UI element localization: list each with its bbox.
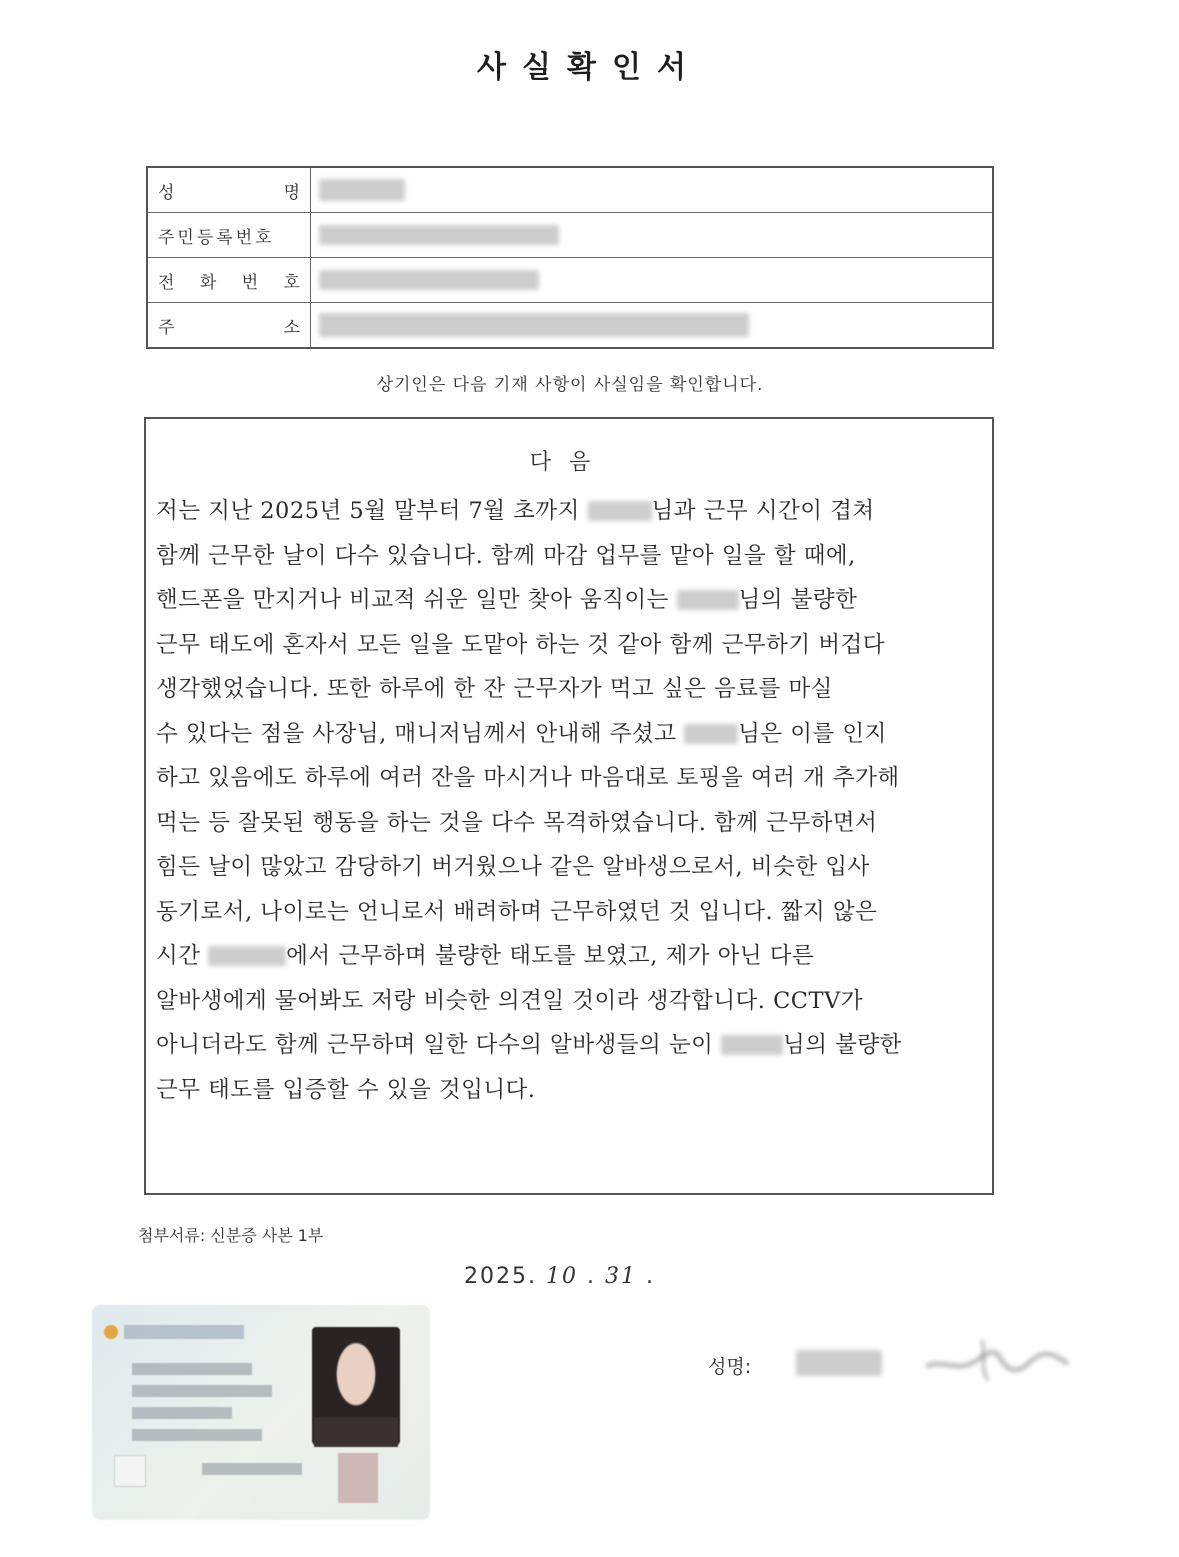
statement-line bbox=[156, 489, 986, 534]
label-phone bbox=[148, 258, 311, 302]
statement-line bbox=[156, 712, 986, 757]
label-char: 성 bbox=[158, 182, 175, 203]
statement-text: 하고 있음에도 하루에 여러 잔을 마시거나 마음대로 토핑을 여러 개 추가해 bbox=[156, 765, 900, 791]
label-address bbox=[148, 303, 311, 347]
date-separator: . bbox=[586, 1264, 596, 1289]
label-char: 번 bbox=[241, 272, 259, 293]
value-resident-number bbox=[311, 213, 992, 257]
statement-text: 함께 근무한 날이 다수 있습니다. 함께 마감 업무를 맡아 일을 할 때에, bbox=[156, 542, 856, 569]
statement-text: 저는 지난 2025년 5월 말부터 7월 초까지 bbox=[156, 498, 588, 524]
statement-line bbox=[156, 845, 986, 890]
id-card-hologram-photo bbox=[338, 1453, 378, 1503]
info-row-address bbox=[148, 303, 992, 347]
statement-line bbox=[156, 756, 986, 801]
statement-line bbox=[156, 1068, 986, 1113]
statement-text: 핸드폰을 만지거나 비교적 쉬운 일만 찾아 움직이는 bbox=[156, 587, 677, 613]
date-day: 31 bbox=[604, 1264, 637, 1289]
statement-text: 생각했었습니다. 또한 하루에 한 잔 근무자가 먹고 싶은 음료를 마실 bbox=[156, 676, 833, 702]
confirmation-statement: 상기인은 다음 기재 사항이 사실임을 확인합니다. bbox=[376, 375, 764, 395]
label-char: 소 bbox=[283, 317, 300, 338]
label-resident-number: 주민등록번호 bbox=[148, 213, 311, 257]
id-card-copy bbox=[92, 1305, 430, 1520]
id-card-text-line bbox=[132, 1363, 252, 1375]
label-char: 화 bbox=[199, 272, 217, 293]
label-char: 호 bbox=[283, 272, 300, 293]
redacted-name bbox=[677, 590, 739, 610]
redacted-name bbox=[721, 1035, 783, 1055]
date-end: . bbox=[645, 1264, 655, 1289]
statement-text: 시간 bbox=[156, 943, 209, 969]
statement-text: 님의 불량한 bbox=[738, 587, 858, 613]
redacted-phone bbox=[319, 270, 539, 290]
statement-line bbox=[156, 801, 986, 846]
id-card-text-line bbox=[132, 1385, 272, 1397]
statement-line bbox=[156, 934, 986, 979]
document-title: 사실확인서 bbox=[477, 50, 702, 85]
attachment-note: 첨부서류: 신분증 사본 1부 bbox=[138, 1226, 324, 1245]
document-date bbox=[464, 1264, 655, 1289]
statement-line bbox=[156, 1023, 986, 1068]
id-card-header-band bbox=[124, 1325, 244, 1339]
signature-label: 성명: bbox=[708, 1356, 752, 1378]
date-year: 2025. bbox=[464, 1264, 537, 1289]
redacted-name bbox=[588, 501, 652, 521]
id-card-photo-body bbox=[314, 1417, 398, 1447]
redacted-resident-number bbox=[319, 225, 559, 245]
label-name bbox=[148, 168, 311, 212]
statement-text: 수 있다는 점을 사장님, 매니저님께서 안내해 주셨고 bbox=[156, 720, 685, 747]
redacted-name bbox=[208, 946, 286, 966]
statement-line bbox=[156, 890, 986, 935]
redacted-address bbox=[319, 313, 749, 337]
label-char: 전 bbox=[158, 272, 175, 293]
statement-text: 아니더라도 함께 근무하며 일한 다수의 알바생들의 눈이 bbox=[156, 1032, 721, 1058]
personal-info-table bbox=[146, 166, 994, 349]
statement-heading: 다음 bbox=[529, 450, 609, 475]
redacted-name bbox=[684, 724, 738, 744]
statement-text: 알바생에게 물어봐도 저랑 비슷한 의견일 것이라 생각합니다. CCTV가 bbox=[156, 987, 864, 1014]
statement-line bbox=[156, 667, 986, 712]
handwritten-statement bbox=[156, 489, 986, 1112]
info-row-name bbox=[148, 168, 992, 213]
signature-scribble-icon bbox=[922, 1334, 1072, 1386]
id-card-qr-icon bbox=[114, 1455, 146, 1487]
statement-text: 근무 태도에 혼자서 모든 일을 도맡아 하는 것 같아 함께 근무하기 버겁다 bbox=[156, 631, 885, 658]
value-address bbox=[311, 303, 992, 347]
statement-text: 님과 근무 시간이 겹쳐 bbox=[651, 498, 875, 524]
statement-text: 먹는 등 잘못된 행동을 하는 것을 다수 목격하였습니다. 함께 근무하면서 bbox=[156, 809, 878, 836]
statement-text: 힘든 날이 많았고 감당하기 버거웠으나 같은 알바생으로서, 비슷한 입사 bbox=[156, 854, 870, 880]
id-card-text-line bbox=[132, 1407, 232, 1419]
statement-text: 동기로서, 나이로는 언니로서 배려하며 근무하였던 것 입니다. 짧지 않은 bbox=[156, 898, 878, 925]
value-phone bbox=[311, 258, 992, 302]
redacted-name bbox=[319, 179, 405, 201]
statement-text: 근무 태도를 입증할 수 있을 것입니다. bbox=[156, 1076, 536, 1103]
statement-line bbox=[156, 534, 986, 579]
redacted-signer-name bbox=[796, 1350, 882, 1376]
statement-text: 에서 근무하며 불량한 태도를 보였고, 제가 아닌 다른 bbox=[286, 943, 815, 969]
id-card-logo-icon bbox=[104, 1325, 118, 1339]
id-card-text-line bbox=[202, 1463, 302, 1475]
date-month: 10 bbox=[545, 1264, 578, 1289]
info-row-resident-number bbox=[148, 213, 992, 258]
label-char: 명 bbox=[283, 182, 300, 203]
statement-box bbox=[144, 417, 994, 1195]
statement-line bbox=[156, 623, 986, 668]
statement-line bbox=[156, 979, 986, 1024]
statement-text: 님은 이를 인지 bbox=[738, 720, 887, 747]
value-name bbox=[311, 168, 992, 212]
id-card-text-line bbox=[132, 1429, 262, 1441]
statement-text: 님의 불량한 bbox=[782, 1032, 902, 1058]
statement-line bbox=[156, 578, 986, 623]
info-row-phone bbox=[148, 258, 992, 303]
label-char: 주 bbox=[158, 317, 175, 338]
